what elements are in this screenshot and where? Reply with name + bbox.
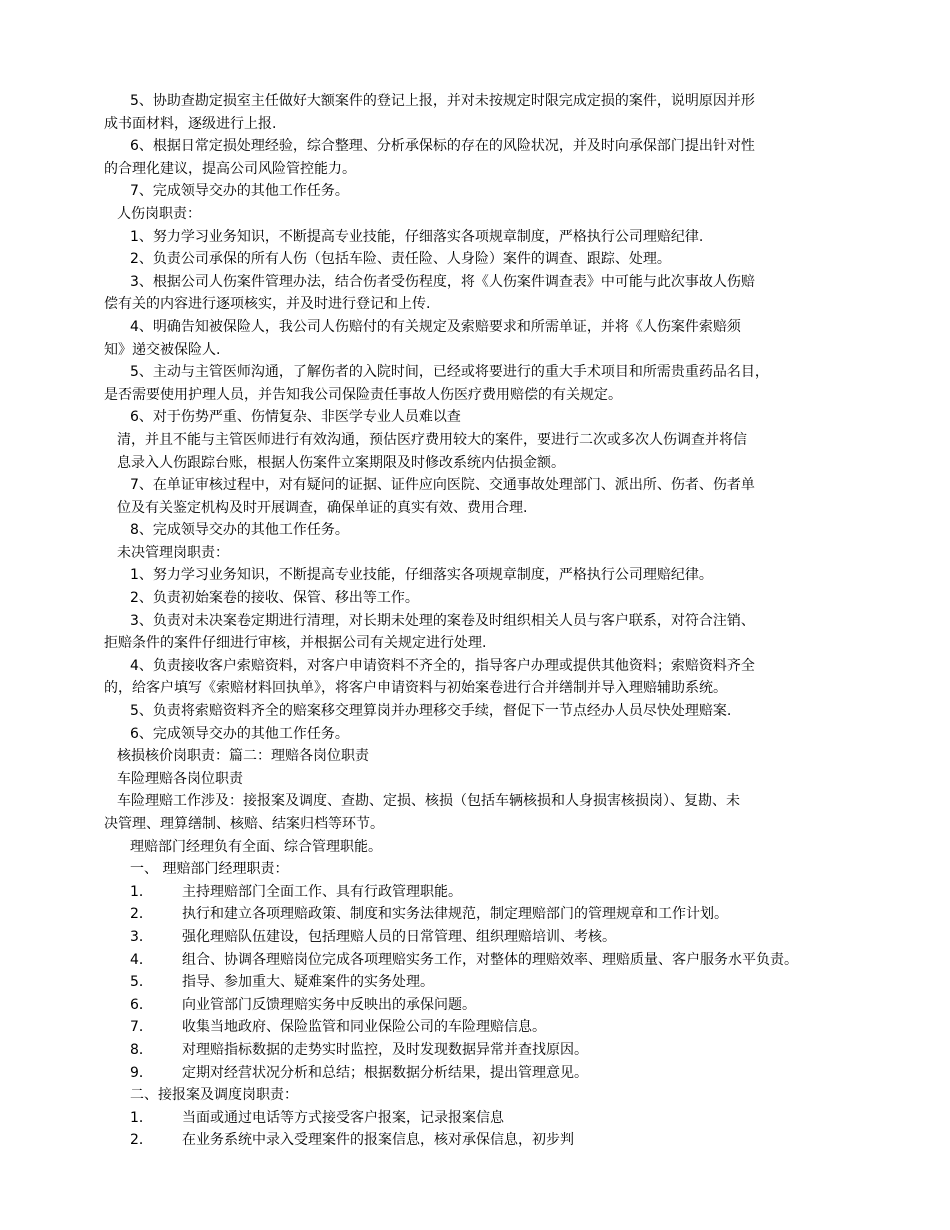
text-line — [117, 203, 877, 226]
text-line — [117, 474, 877, 497]
text-line — [117, 180, 877, 203]
text-line — [117, 1084, 877, 1107]
line-text: 对理赔指标数据的走势实时监控，及时发现数据异常并查找原因。 — [182, 1041, 588, 1058]
line-text: 7、完成领导交办的其他工作任务。 — [130, 183, 349, 200]
line-text: 3、负责对未决案卷定期进行清理，对长期未处理的案卷及时组织相关人员与客户联系，对符合注销、 — [130, 612, 755, 629]
line-text: 在业务系统中录入受理案件的报案信息，核对承保信息，初步判 — [182, 1132, 574, 1149]
line-text: 成书面材料，逐级进行上报. — [104, 115, 277, 132]
text-line — [104, 293, 877, 316]
line-text: 8、完成领导交办的其他工作任务。 — [130, 522, 349, 539]
line-text: 1、努力学习业务知识，不断提高专业技能，仔细落实各项规章制度，严格执行公司理赔纪律。 — [130, 567, 713, 584]
text-line — [117, 497, 877, 520]
text-line — [117, 723, 877, 746]
list-number: 1． — [130, 883, 153, 900]
text-line — [117, 452, 877, 475]
line-text: 5、负责将索赔资料齐全的赔案移交理算岗并办理移交手续，督促下一节点经办人员尽快处理赔案. — [130, 703, 732, 720]
text-line — [104, 158, 877, 181]
text-line — [104, 813, 877, 836]
list-number: 2． — [130, 1132, 153, 1149]
line-text: 4、明确告知被保险人，我公司人伤赔付的有关规定及索赔要求和所需单证，并将《人伤案件索赔须 — [130, 318, 741, 335]
line-text: 拒赔条件的案件仔细进行审核，并根据公司有关规定进行处理. — [104, 635, 487, 652]
line-text: 的合理化建议，提高公司风险管控能力。 — [104, 160, 356, 177]
line-text: 理赔部门经理负有全面、综合管理职能。 — [130, 838, 382, 855]
text-line — [104, 677, 877, 700]
line-text: 向业管部门反馈理赔实务中反映出的承保问题。 — [182, 996, 476, 1013]
text-line — [117, 1016, 877, 1039]
list-number: 5． — [130, 974, 153, 991]
line-text: 5、协助查勘定损室主任做好大额案件的登记上报，并对未按规定时限完成定损的案件，说明原因并形 — [130, 93, 755, 109]
text-line — [117, 971, 877, 994]
text-line — [117, 745, 877, 768]
text-line — [117, 858, 877, 881]
text-line — [117, 564, 877, 587]
line-text: 二、接报案及调度岗职责： — [130, 1087, 298, 1104]
line-text: 清，并且不能与主管医师进行有效沟通，预估医疗费用较大的案件，要进行二次或多次人伤调查并将信 — [117, 431, 747, 448]
text-line — [117, 361, 877, 384]
text-line — [117, 90, 877, 113]
text-line — [117, 1039, 877, 1062]
line-text: 偿有关的内容进行逐项核实，并及时进行登记和上传. — [104, 296, 431, 313]
line-text: 3、根据公司人伤案件管理办法，结合伤者受伤程度，将《人伤案件调查表》中可能与此次事故人伤赔 — [130, 273, 755, 290]
line-text: 定期对经营状况分析和总结；根据数据分析结果，提出管理意见。 — [182, 1064, 588, 1081]
text-line — [117, 519, 877, 542]
text-line — [117, 949, 877, 972]
line-text: 车险理赔各岗位职责 — [117, 770, 243, 787]
line-text: 4、负责接收客户索赔资料，对客户申请资料不齐全的，指导客户办理或提供其他资料；索赔资料齐全 — [130, 657, 755, 674]
line-text: 车险理赔工作涉及：接报案及调度、查勘、定损、核损（包括车辆核损和人身损害核损岗）、复勘、未 — [117, 793, 740, 810]
text-line — [104, 113, 877, 136]
list-number: 1． — [130, 1109, 153, 1126]
list-number: 3． — [130, 928, 153, 945]
text-line — [117, 587, 877, 610]
line-text: 6、对于伤势严重、伤情复杂、非医学专业人员难以查 — [130, 409, 461, 426]
line-text: 位及有关鉴定机构及时开展调查，确保单证的真实有效、费用合理. — [117, 499, 528, 516]
line-text: 当面或通过电话等方式接受客户报案，记录报案信息 — [182, 1109, 504, 1126]
line-text: 决管理、理算缮制、核赔、结案归档等环节。 — [104, 816, 384, 832]
list-number: 8． — [130, 1041, 153, 1058]
text-line — [117, 903, 877, 926]
text-line — [117, 406, 877, 429]
line-text: 知》递交被保险人. — [104, 341, 221, 358]
text-line — [117, 881, 877, 904]
text-line — [117, 610, 877, 633]
text-line — [117, 1107, 877, 1130]
text-line — [117, 926, 877, 949]
line-text: 组合、协调各理赔岗位完成各项理赔实务工作，对整体的理赔效率、理赔质量、客户服务水平负责。 — [182, 951, 798, 968]
text-line — [117, 655, 877, 678]
line-text: 息录入人伤跟踪台账，根据人伤案件立案期限及时修改系统内估损金额。 — [117, 454, 565, 471]
list-number: 9． — [130, 1064, 153, 1081]
line-text: 7、在单证审核过程中，对有疑问的证据、证件应向医院、交通事故处理部门、派出所、伤者、伤者单 — [130, 477, 755, 494]
text-line — [104, 632, 877, 655]
line-text: 5、主动与主管医师沟通，了解伤者的入院时间，已经或将要进行的重大手术项目和所需贵重药品名目， — [130, 364, 769, 381]
document-body — [104, 90, 877, 1152]
text-line — [117, 790, 877, 813]
text-line — [104, 339, 877, 362]
text-line — [104, 384, 877, 407]
text-line — [117, 994, 877, 1017]
line-text: 主持理赔部门全面工作、具有行政管理职能。 — [182, 883, 462, 900]
line-text: 是否需要使用护理人员，并告知我公司保险责任事故人伤医疗费用赔偿的有关规定。 — [104, 386, 622, 403]
line-text: 强化理赔队伍建设，包括理赔人员的日常管理、组织理赔培训、考核。 — [182, 928, 616, 945]
line-text: 的，给客户填写《索赔材料回执单》，将客户申请资料与初始案卷进行合并缮制并导入理赔辅助系统。 — [104, 680, 727, 697]
line-text: 1、努力学习业务知识，不断提高专业技能，仔细落实各项规章制度，严格执行公司理赔纪律. — [130, 228, 704, 245]
text-line — [117, 1062, 877, 1085]
list-number: 7． — [130, 1019, 153, 1036]
text-line — [117, 836, 877, 859]
line-text: 执行和建立各项理赔政策、制度和实务法律规范，制定理赔部门的管理规章和工作计划。 — [182, 906, 728, 923]
text-line — [117, 542, 877, 565]
line-text: 2、负责公司承保的所有人伤（包括车险、责任险、人身险）案件的调查、跟踪、处理。 — [130, 251, 671, 268]
text-line — [117, 316, 877, 339]
text-line — [117, 429, 877, 452]
line-text: 人伤岗职责： — [117, 205, 201, 222]
text-line — [117, 768, 877, 791]
line-text: 收集当地政府、保险监管和同业保险公司的车险理赔信息。 — [182, 1019, 546, 1036]
text-line — [117, 135, 877, 158]
line-text: 一、 理赔部门经理职责： — [130, 861, 289, 878]
line-text: 指导、参加重大、疑难案件的实务处理。 — [182, 974, 434, 991]
line-text: 6、根据日常定损处理经验，综合整理、分析承保标的存在的风险状况，并及时向承保部门提出针对性 — [130, 138, 755, 155]
text-line — [117, 248, 877, 271]
line-text: 2、负责初始案卷的接收、保管、移出等工作。 — [130, 590, 419, 607]
list-number: 2． — [130, 906, 153, 923]
text-line — [117, 1129, 877, 1152]
text-line — [117, 700, 877, 723]
line-text: 6、完成领导交办的其他工作任务。 — [130, 725, 349, 742]
text-line — [117, 271, 877, 294]
line-text: 未决管理岗职责： — [117, 544, 229, 561]
line-text: 核损核价岗职责：篇二：理赔各岗位职责 — [117, 748, 369, 765]
list-number: 4． — [130, 951, 153, 968]
text-line — [117, 226, 877, 249]
list-number: 6． — [130, 996, 153, 1013]
